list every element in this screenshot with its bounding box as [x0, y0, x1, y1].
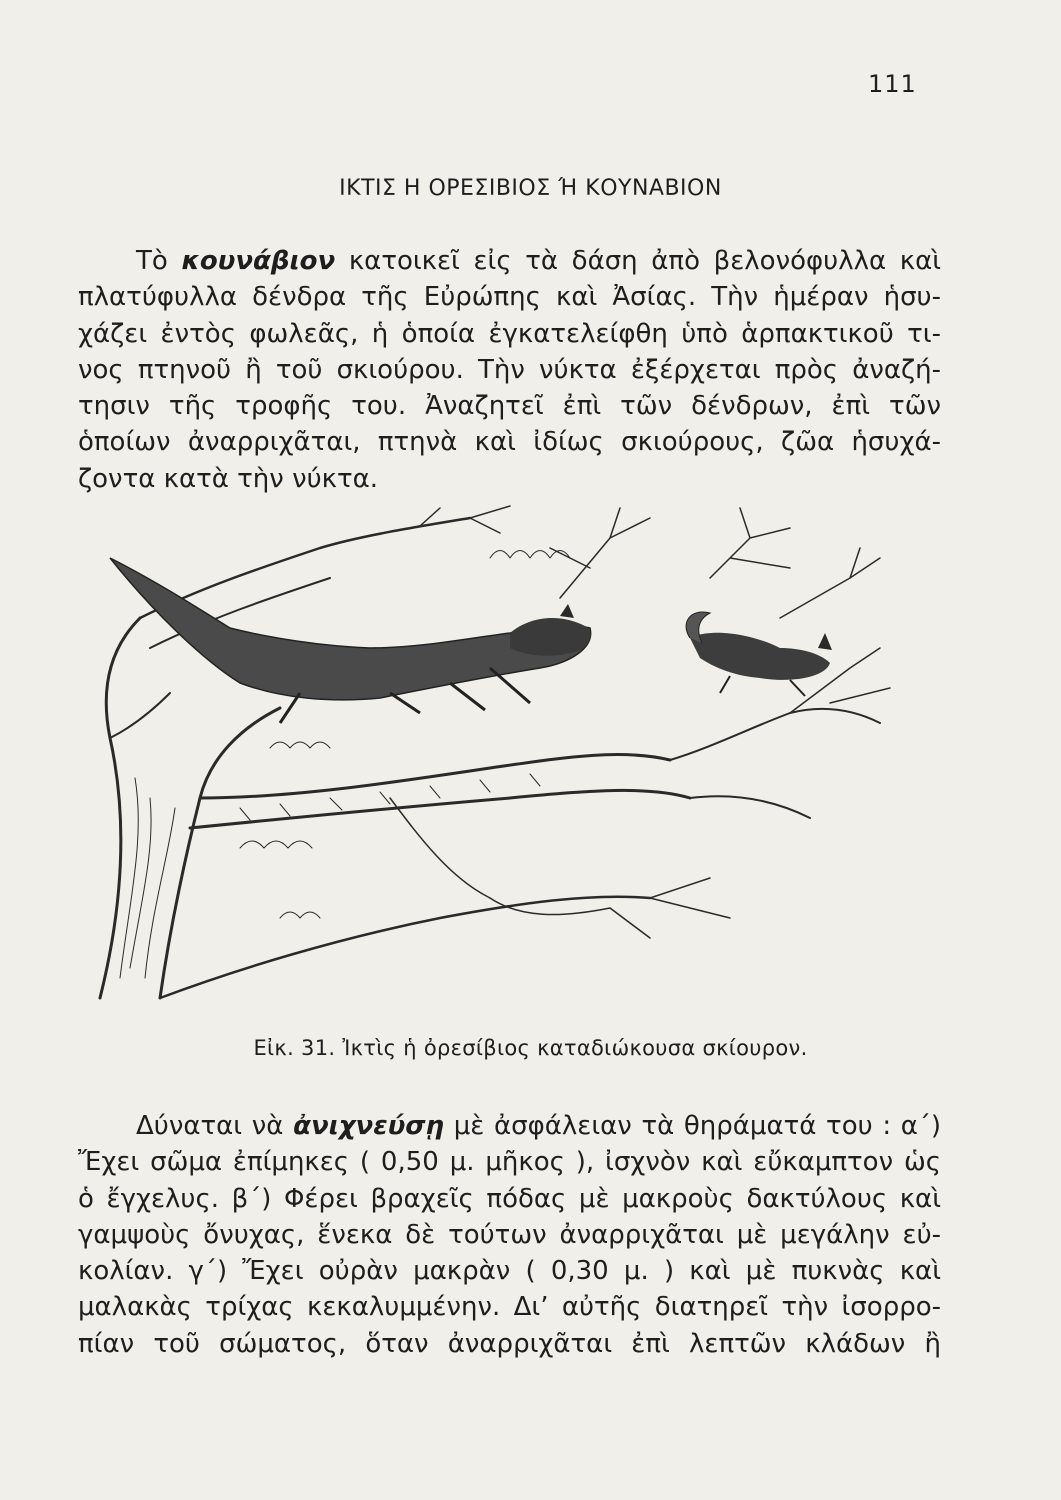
squirrel-drawing [686, 612, 832, 696]
paragraph-line: Ἔχει σῶμα ἐπίμηκες ( 0,50 μ. μῆκος ), ἰσχνὸν καὶ εὔκαμπτον ὡς [78, 1147, 941, 1178]
marten-drawing [110, 558, 591, 723]
paragraph-line: τησιν τῆς τροφῆς του. Ἀναζητεῖ ἐπὶ τῶν δένδρων, ἐπὶ τῶν [78, 391, 941, 422]
twigs [550, 508, 880, 618]
bottom-branch [160, 878, 730, 998]
paragraph-line: γαμψοὺς ὄνυχας, ἕνεκα δὲ τούτων ἀναρριχᾶται μὲ μεγάλην εὐ- [78, 1219, 941, 1250]
foliage [240, 551, 570, 919]
paragraph-line: κολίαν. γ΄) Ἔχει οὐρὰν μακρὰν ( 0,30 μ. ) καὶ μὲ πυκνὰς καὶ [78, 1256, 941, 1287]
text-run: Τὸ [136, 246, 168, 276]
text-run: κατοικεῖ εἰς τὰ δάση ἀπὸ βελονόφυλλα καὶ [348, 246, 942, 276]
paragraph-line: πίαν τοῦ σώματος, ὅταν ἀναρριχᾶται ἐπὶ λεπτῶν κλάδων ἢ [78, 1328, 941, 1359]
paragraph-marten-habitat [78, 243, 941, 497]
emphasized-term: κουνάβιον [181, 246, 336, 276]
paragraph-line [78, 1108, 941, 1144]
text-run: μὲ ἀσφάλειαν τὰ θηράματά του : α΄) [453, 1111, 942, 1141]
paragraph-line: νος πτηνοῦ ἢ τοῦ σκιούρου. Τὴν νύκτα ἐξέρχεται πρὸς ἀναζή- [78, 354, 941, 385]
chapter-title: ΙΚΤΙΣ Η ΟΡΕΣΙΒΙΟΣ Ή ΚΟΥΝΑΒΙΟΝ [339, 176, 722, 201]
paragraph-line: ὁ ἔγχελυς. β΄) Φέρει βραχεῖς πόδας μὲ μακροὺς δακτύλους καὶ [78, 1183, 941, 1214]
emphasized-term: ἀνιχνεύσῃ [293, 1111, 445, 1141]
paragraph-line [78, 243, 941, 279]
figure-caption: Εἰκ. 31. Ἰκτὶς ἡ ὀρεσίβιος καταδιώκουσα σκίουρον. [253, 1036, 808, 1060]
paragraph-line: πλατύφυλλα δένδρα τῆς Εὐρώπης καὶ Ἀσίας. Τὴν ἡμέραν ἡσυ- [78, 282, 941, 313]
paragraph-line: μαλακὰς τρίχας κεκαλυμμένην. Διʼ αὐτῆς διατηρεῖ τὴν ἰσορρο- [78, 1292, 941, 1323]
paragraph-line: ζοντα κατὰ τὴν νύκτα. [78, 463, 379, 494]
paragraph-line: χάζει ἐντὸς φωλεᾶς, ἡ ὁποία ἐγκατελείφθη ὑπὸ ἁρπακτικοῦ τι- [78, 318, 941, 349]
text-run: Δύναται νὰ [136, 1111, 284, 1141]
paragraph-line: ὁποίων ἀναρριχᾶται, πτηνὰ καὶ ἰδίως σκιούρους, ζῶα ἡσυχά- [78, 427, 941, 458]
page-number: 111 [868, 70, 917, 98]
paragraph-marten-traits [78, 1108, 941, 1362]
marten-chasing-squirrel-illustration [90, 498, 950, 1008]
